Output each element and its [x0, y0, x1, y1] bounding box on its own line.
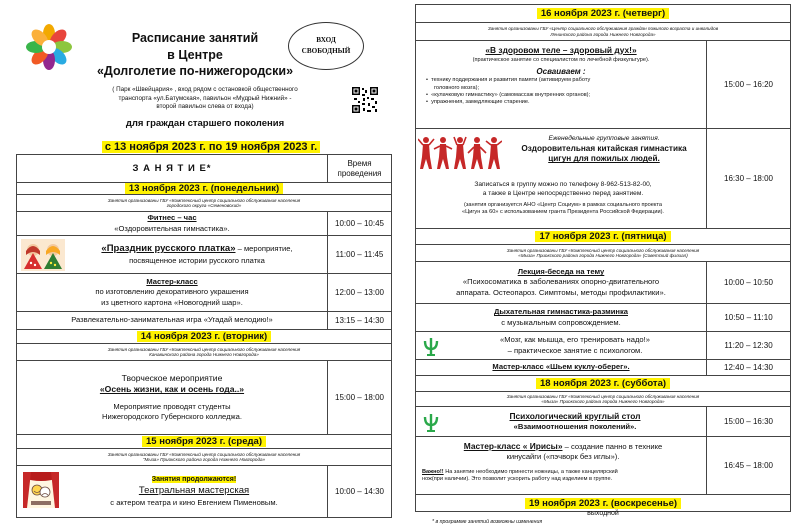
note-text: На занятие необходимо принести ножницы, а также канцелярский — [443, 468, 618, 475]
qr-code — [351, 86, 379, 114]
organizer-line-2: "Мыза» Приокского района города Нижнего Новгорода» — [142, 457, 266, 462]
activity-title: Мастер-класс — [146, 277, 198, 287]
title-line-2: в Центре — [167, 47, 223, 62]
activity-description: «Психосоматика в заболеваниях опорно-двигательного — [462, 277, 660, 287]
activity-title: Психологический круглый стол — [509, 410, 641, 421]
activity-organizer: (занятия организуется АНО «Центр Социум» в рамках социального проекта — [464, 202, 662, 209]
activity-note-line-2: нож(при наличии). Это позволит ускорить работу над изделием в группе. — [422, 475, 613, 482]
day-header — [416, 5, 790, 23]
period-banner — [86, 137, 336, 155]
organizer-line-1: Занятия организованы ГБУ «Комплексный центр социального обслуживания населения — [506, 247, 700, 253]
activity-description-line-2: Нижегородского Губернского колледжа. — [102, 412, 242, 422]
schedule-row — [17, 274, 391, 312]
psychology-symbol — [422, 336, 440, 356]
organizer-line-1: Занятия организованы ГБУ «Центр социального обслуживания граждан пожилого возраста и инвалидов — [487, 26, 719, 31]
footnote: * в программе занятий возможны изменения — [432, 519, 543, 525]
activity-description: с музыкальным сопровождением. — [501, 317, 621, 327]
organizer-note — [416, 245, 790, 262]
longevity-logo — [24, 22, 74, 72]
activity-organizer-line-2: «Цигун за 60» с использованием гранта Президента Российской Федерации). — [462, 209, 664, 216]
day-title: 19 ноября 2023 г. (воскресенье) — [525, 498, 681, 509]
day-title: 18 ноября 2023 г. (суббота) — [536, 378, 670, 389]
day-title: 17 ноября 2023 г. (пятница) — [535, 231, 670, 242]
activity-title: Мастер-класс «Шьем куклу-оберег». — [492, 362, 630, 372]
psychology-symbol — [422, 412, 440, 432]
day-header — [416, 229, 790, 245]
left-schedule-table — [16, 154, 392, 518]
activity-description: Развлекательно-занимательная игра «Угадай мелодию!» — [71, 315, 273, 325]
time-header-line-2: проведения — [337, 168, 382, 178]
activity-title: Фитнес – час — [147, 213, 197, 223]
activity-time: 10:00 – 10:50 — [706, 262, 790, 303]
day-title: 16 ноября 2023 г. (четверг) — [537, 8, 669, 19]
list-item: • технику поддержания и развития памяти (активируем работу — [426, 77, 591, 84]
entrance-line-1: ВХОД — [316, 36, 336, 45]
activity-time: 15:00 – 18:00 — [327, 361, 391, 434]
day-header — [416, 495, 790, 511]
activity-title: «Праздник русского платка» — [101, 242, 236, 254]
list-item-continuation: головного мозга); — [434, 84, 480, 91]
activity-notice-text: Занятия продолжаются! — [151, 476, 237, 484]
schedule-row — [17, 312, 391, 330]
organizer-note — [17, 195, 391, 212]
activity-subtitle: цигун для пожилых людей. — [548, 154, 660, 164]
day-off-label: выходной — [587, 510, 619, 517]
activity-time: 16:45 – 18:00 — [706, 437, 790, 494]
activity-time: 10:50 – 11:10 — [706, 304, 790, 331]
address-line-1: ( Парк «Швейцария» , вход рядом с остановкой общественного — [112, 86, 298, 93]
schedule-row — [416, 332, 790, 360]
activity-time: 11:00 – 11:45 — [327, 236, 391, 273]
schedule-row — [17, 212, 391, 236]
activity-description: с актером театра и кино Евгением Пименовым. — [110, 497, 278, 507]
activity-note — [420, 469, 706, 476]
activity-description: «Взаимоотношения поколений». — [513, 422, 637, 432]
activity-title: «В здоровом теле – здоровый дух!» — [485, 45, 637, 55]
day-header — [17, 435, 391, 449]
activity-subtitle: (практическое занятие со специалистом по лечебной физкультуре). — [472, 57, 650, 63]
activity-time: 12:00 – 13:00 — [327, 274, 391, 311]
organizer-line-2: «Мыза» Приокского района города Нижнего Новгорода» (Советский филиал) — [518, 253, 688, 258]
activity-column-header: З А Н Я Т И Е* — [132, 163, 212, 174]
organizer-line-2: Ленинского района города Нижнего Новгорода» — [550, 31, 656, 37]
activity-time: 10:00 – 14:30 — [327, 466, 391, 517]
activity-signup: Записаться в группу можно по телефону 8-962-513-82-00, — [474, 181, 652, 188]
address-line-3: второй павильон слева от входа) — [156, 103, 254, 110]
activity-description-line-2: аппарата. Остеопароз. Симптомы, методы профилактики». — [456, 287, 666, 297]
day-header — [17, 183, 391, 195]
organizer-line-1: Занятия организованы ГБУ «Комплексный центр социального обслуживания населения — [107, 197, 301, 203]
activity-title: Театральная мастерская — [138, 484, 250, 496]
activity-description: «Оздоровительная гимнастика». — [114, 223, 230, 233]
schedule-row — [416, 41, 790, 129]
schedule-row — [17, 466, 391, 517]
schedule-row — [416, 360, 790, 376]
activity-title: Творческое мероприятие — [121, 372, 223, 383]
activity-description: – практическое занятие с психологом. — [507, 345, 643, 355]
audience: для граждан старшего поколения — [125, 118, 285, 129]
day-title: 14 ноября 2023 г. (вторник) — [137, 331, 271, 342]
activity-description-line-2: посвященное истории русского платка — [129, 255, 265, 265]
activity-description-line-2: кинусайги («пэчворк без иглы»). — [506, 452, 620, 462]
activity-frequency: Еженедельные групповые занятия. — [548, 135, 660, 142]
list-item: • упражнения, замедляющие старение. — [426, 99, 530, 106]
title-line-1: Расписание занятий — [131, 31, 259, 45]
activity-title: Дыхательная гимнастика-разминка — [494, 307, 628, 317]
organizer-line-2: Канавинского района города Нижнего Новгорода» — [149, 352, 259, 357]
organizer-line-1: Занятия организованы ГБУ «Комплексный центр социального обслуживания населения — [107, 346, 301, 352]
scarf-picture — [21, 239, 65, 271]
activity-description: по изготовлению декоративного украшения — [95, 287, 249, 297]
activity-learn-heading: Осваиваем : — [536, 67, 586, 77]
activity-time: 16:30 – 18:00 — [706, 129, 790, 228]
schedule-row — [416, 262, 790, 304]
schedule-row — [416, 129, 790, 229]
schedule-row — [17, 236, 391, 274]
address-line-2: транспорта «ул.Батумская», павильон «Мудрый Нижний» - — [118, 94, 292, 102]
time-header-line-1: Время — [347, 158, 372, 168]
organizer-note — [416, 23, 790, 41]
organizer-line-1: Занятия организованы ГБУ «Комплексный центр социального обслуживания населения — [107, 451, 301, 457]
activity-description: Мероприятие проводят студенты — [113, 401, 231, 411]
day-header — [17, 330, 391, 344]
time-column-header — [327, 155, 391, 182]
warning-label: Важно!! — [422, 468, 444, 475]
title-line-3: «Долголетие по-нижегородски» — [96, 64, 294, 78]
organizer-note — [416, 392, 790, 407]
activity-signup-line-2: а также в Центре непосредственно перед занятием. — [482, 189, 644, 197]
qigong-picture — [418, 135, 502, 171]
table-header — [17, 155, 391, 183]
activity-subtitle: «Осень жизни, как и осень года..» — [99, 384, 245, 395]
theater-picture — [23, 472, 59, 508]
schedule-row — [416, 407, 790, 437]
list-item: • «кулачковую гимнастику» (самомассаж внутренних органов); — [426, 91, 591, 98]
activity-time: 11:20 – 12:30 — [706, 332, 790, 359]
entrance-line-2: СВОБОДНЫЙ — [301, 47, 351, 55]
period-text: с 13 ноября 2023 г. по 19 ноября 2023 г. — [102, 141, 320, 153]
activity-bullet-list — [416, 77, 706, 106]
activity-title: Лекция-беседа на тему — [517, 267, 605, 277]
right-schedule-table — [415, 4, 791, 512]
organizer-line-1: Занятия организованы ГБУ «Комплексный центр социального обслуживания населения — [506, 393, 700, 399]
schedule-row — [416, 304, 790, 332]
day-title: 13 ноября 2023 г. (понедельник) — [125, 183, 283, 194]
activity-time: 10:00 – 10:45 — [327, 212, 391, 235]
organizer-note — [17, 344, 391, 361]
activity-description: – мероприятие, — [235, 243, 293, 253]
organizer-line-2: «Мыза» Приокского района города Нижнего Новгорода» — [541, 399, 665, 404]
activity-description: – создание панно в технике — [562, 442, 663, 451]
day-title: 15 ноября 2023 г. (среда) — [142, 436, 266, 447]
address — [80, 86, 330, 112]
activity-title: Мастер-класс « Ирисы» — [463, 441, 563, 451]
activity-title: Оздоровительная китайская гимнастика — [521, 143, 687, 153]
day-header — [416, 376, 790, 392]
page-title — [95, 30, 295, 80]
activity-time: 15:00 – 16:20 — [706, 41, 790, 128]
activity-title: «Мозг, как мышца, его тренировать надо!» — [500, 335, 650, 345]
organizer-line-2: городского округа «Семеновский» — [166, 203, 242, 208]
organizer-note — [17, 449, 391, 466]
free-entrance-stamp — [288, 22, 364, 70]
activity-time: 15:00 – 16:30 — [706, 407, 790, 436]
activity-time: 13:15 – 14:30 — [327, 312, 391, 329]
activity-notice — [152, 475, 236, 484]
schedule-row — [416, 437, 790, 495]
activity-time: 12:40 – 14:30 — [706, 360, 790, 375]
activity-description-line-2: из цветного картона «Новогодний шар». — [101, 297, 243, 307]
schedule-row — [17, 361, 391, 435]
